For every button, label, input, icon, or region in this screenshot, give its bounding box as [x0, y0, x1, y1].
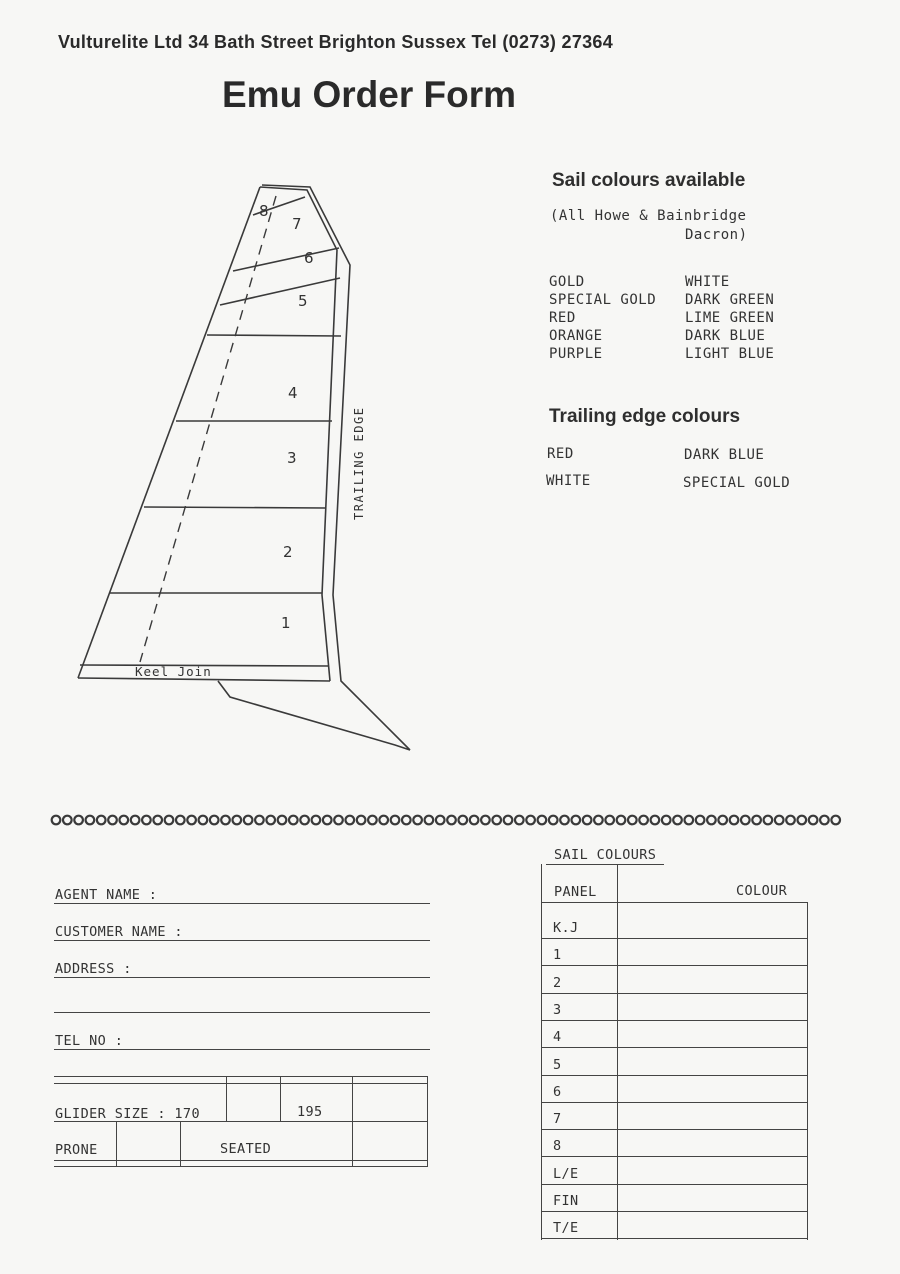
tel-no-field[interactable]: [54, 1049, 430, 1050]
separator-circle: [820, 816, 829, 825]
table-row-panel-label: FIN: [553, 1193, 579, 1209]
address-field-line-1[interactable]: [54, 977, 430, 978]
grid-line-bottom-2: [54, 1166, 428, 1167]
colour-orange: ORANGE: [549, 328, 603, 344]
separator-circle: [52, 816, 61, 825]
separator-circle: [605, 816, 614, 825]
sail-colours-heading: Sail colours available: [552, 170, 746, 191]
separator-circle: [74, 816, 83, 825]
separator-circle: [233, 816, 242, 825]
separator-circle: [266, 816, 275, 825]
separator-circle: [334, 816, 343, 825]
separator-circle: [492, 816, 501, 825]
separator-circle: [131, 816, 140, 825]
separator-circle: [481, 816, 490, 825]
separator-circle: [775, 816, 784, 825]
table-row-panel-label: 7: [553, 1111, 562, 1127]
grid-line-bottom-1: [54, 1160, 428, 1161]
grid-vline-prone: [116, 1121, 117, 1166]
colour-special-gold: SPECIAL GOLD: [549, 292, 657, 308]
separator-circle: [707, 816, 716, 825]
separator-circle: [153, 816, 162, 825]
table-row-panel-label: 5: [553, 1057, 562, 1073]
separator-circle: [662, 816, 671, 825]
separator-circle: [221, 816, 230, 825]
agent-name-label: AGENT NAME :: [55, 887, 158, 903]
separator-circle: [685, 816, 694, 825]
separator-circle: [346, 816, 355, 825]
colour-gold: GOLD: [549, 274, 585, 290]
separator-circle: [504, 816, 513, 825]
tel-no-label: TEL NO :: [55, 1033, 124, 1049]
separator-circle: [300, 816, 309, 825]
seated-label: SEATED: [220, 1141, 272, 1157]
separator-circle: [108, 816, 117, 825]
separator-circle: [549, 816, 558, 825]
separator-circle: [176, 816, 185, 825]
te-colour-red: RED: [547, 446, 574, 462]
panel-number-5: 5: [298, 292, 308, 310]
table-row-colour-field[interactable]: [541, 1102, 808, 1103]
separator-circle: [459, 816, 468, 825]
sail-colours-note-1: (All Howe & Bainbridge: [550, 208, 747, 224]
separator-circle: [696, 816, 705, 825]
grid-line-top-1: [54, 1076, 428, 1077]
table-row-panel-label: L/E: [553, 1166, 579, 1182]
grid-vline-seated: [180, 1121, 181, 1166]
keel-join-label: Keel Join: [135, 664, 212, 679]
address-label: ADDRESS :: [55, 961, 132, 977]
grid-vline-right: [427, 1076, 428, 1166]
separator-circle: [142, 816, 151, 825]
grid-vline-195a: [280, 1076, 281, 1121]
table-row-panel-label: 8: [553, 1138, 562, 1154]
separator-circle: [560, 816, 569, 825]
table-row-colour-field[interactable]: [541, 938, 808, 939]
grid-line-top-2: [54, 1083, 428, 1084]
separator-circle: [244, 816, 253, 825]
agent-name-field[interactable]: [54, 903, 430, 904]
colour-dark-green: DARK GREEN: [685, 292, 775, 308]
table-row-panel-label: 4: [553, 1029, 562, 1045]
page-title: Emu Order Form: [222, 74, 516, 115]
company-header: Vulturelite Ltd 34 Bath Street Brighton Sussex Tel (0273) 27364: [58, 32, 614, 52]
separator-circle: [809, 816, 818, 825]
separator-circle: [210, 816, 219, 825]
panel-number-6: 6: [304, 249, 314, 267]
sail-colours-table-title: SAIL COLOURS: [554, 847, 657, 863]
separator-circle: [86, 816, 95, 825]
colour-lime-green: LIME GREEN: [685, 310, 775, 326]
separator-circle: [402, 816, 411, 825]
separator-circle: [278, 816, 287, 825]
separator-circle: [764, 816, 773, 825]
table-row-colour-field[interactable]: [541, 1184, 808, 1185]
table-header-panel: PANEL: [554, 884, 597, 900]
panel-number-7: 7: [292, 215, 302, 233]
separator-circle: [187, 816, 196, 825]
separator-circle: [786, 816, 795, 825]
separator-circle: [165, 816, 174, 825]
table-right-border: [807, 902, 808, 1240]
separator-circle: [515, 816, 524, 825]
separator-circle: [447, 816, 456, 825]
table-title-underline: [546, 864, 664, 865]
panel-number-4: 4: [288, 384, 298, 402]
separator-circle: [741, 816, 750, 825]
table-row-panel-label: 6: [553, 1084, 562, 1100]
panel-number-2: 2: [283, 543, 293, 561]
te-colour-special-gold: SPECIAL GOLD: [683, 475, 791, 491]
separator-circle: [651, 816, 660, 825]
colour-dark-blue: DARK BLUE: [685, 328, 766, 344]
table-row-colour-field[interactable]: [541, 993, 808, 994]
separator-circle: [730, 816, 739, 825]
separator-circle: [368, 816, 377, 825]
separator-circle: [436, 816, 445, 825]
table-row-colour-field[interactable]: [541, 965, 808, 966]
table-header-colour: COLOUR: [736, 883, 788, 899]
separator-circle: [413, 816, 422, 825]
separator-circle: [572, 816, 581, 825]
table-row-panel-label: 3: [553, 1002, 562, 1018]
table-row-panel-label: T/E: [553, 1220, 579, 1236]
colour-red: RED: [549, 310, 576, 326]
separator-circle: [798, 816, 807, 825]
separator-circle: [312, 816, 321, 825]
customer-name-field[interactable]: [54, 940, 430, 941]
separator-circle: [831, 816, 840, 825]
separator-circle: [583, 816, 592, 825]
table-row-colour-field[interactable]: [541, 1156, 808, 1157]
separator-circle: [526, 816, 535, 825]
table-row-panel-label: K.J: [553, 920, 579, 936]
separator-circle: [357, 816, 366, 825]
table-row-colour-field[interactable]: [541, 1020, 808, 1021]
separator-circle: [63, 816, 72, 825]
te-colour-white: WHITE: [546, 473, 591, 489]
separator-circle: [255, 816, 264, 825]
table-header-line: [541, 902, 808, 903]
separator-circle: [617, 816, 626, 825]
table-row-colour-field[interactable]: [541, 1047, 808, 1048]
customer-name-label: CUSTOMER NAME :: [55, 924, 183, 940]
panel-number-1: 1: [281, 614, 291, 632]
colour-purple: PURPLE: [549, 346, 603, 362]
glider-size-label: GLIDER SIZE : 170: [55, 1106, 200, 1122]
separator-circle: [425, 816, 434, 825]
te-colour-dark-blue: DARK BLUE: [684, 447, 765, 463]
separator-circle: [594, 816, 603, 825]
separator-circle: [379, 816, 388, 825]
separator-circle: [120, 816, 129, 825]
separator-circle: [391, 816, 400, 825]
separator-circle: [718, 816, 727, 825]
table-row-colour-field[interactable]: [541, 1211, 808, 1212]
table-row-panel-label: 1: [553, 947, 562, 963]
table-row-panel-label: 2: [553, 975, 562, 991]
separator-circle: [639, 816, 648, 825]
grid-vline-170: [226, 1076, 227, 1121]
trailing-edge-colours-heading: Trailing edge colours: [549, 406, 741, 427]
colour-light-blue: LIGHT BLUE: [685, 346, 775, 362]
grid-vline-195b: [352, 1076, 353, 1166]
table-row-colour-field[interactable]: [541, 1238, 808, 1239]
colour-white: WHITE: [685, 274, 730, 290]
panel-number-8: 8: [259, 202, 269, 220]
separator-circle: [538, 816, 547, 825]
separator-circle: [97, 816, 106, 825]
separator-circle: [752, 816, 761, 825]
table-row-colour-field[interactable]: [541, 1075, 808, 1076]
trailing-edge-label: TRAILING EDGE: [352, 406, 366, 520]
prone-label: PRONE: [55, 1142, 98, 1158]
sail-colours-note-2: Dacron): [685, 227, 748, 243]
table-row-colour-field[interactable]: [541, 1129, 808, 1130]
separator-circle: [199, 816, 208, 825]
separator-circle: [470, 816, 479, 825]
glider-size-195-label: 195: [297, 1104, 323, 1120]
separator-circle: [628, 816, 637, 825]
address-field-line-2[interactable]: [54, 1012, 430, 1013]
separator-circle: [289, 816, 298, 825]
separator-circle: [673, 816, 682, 825]
panel-number-3: 3: [287, 449, 297, 467]
separator-circle: [323, 816, 332, 825]
